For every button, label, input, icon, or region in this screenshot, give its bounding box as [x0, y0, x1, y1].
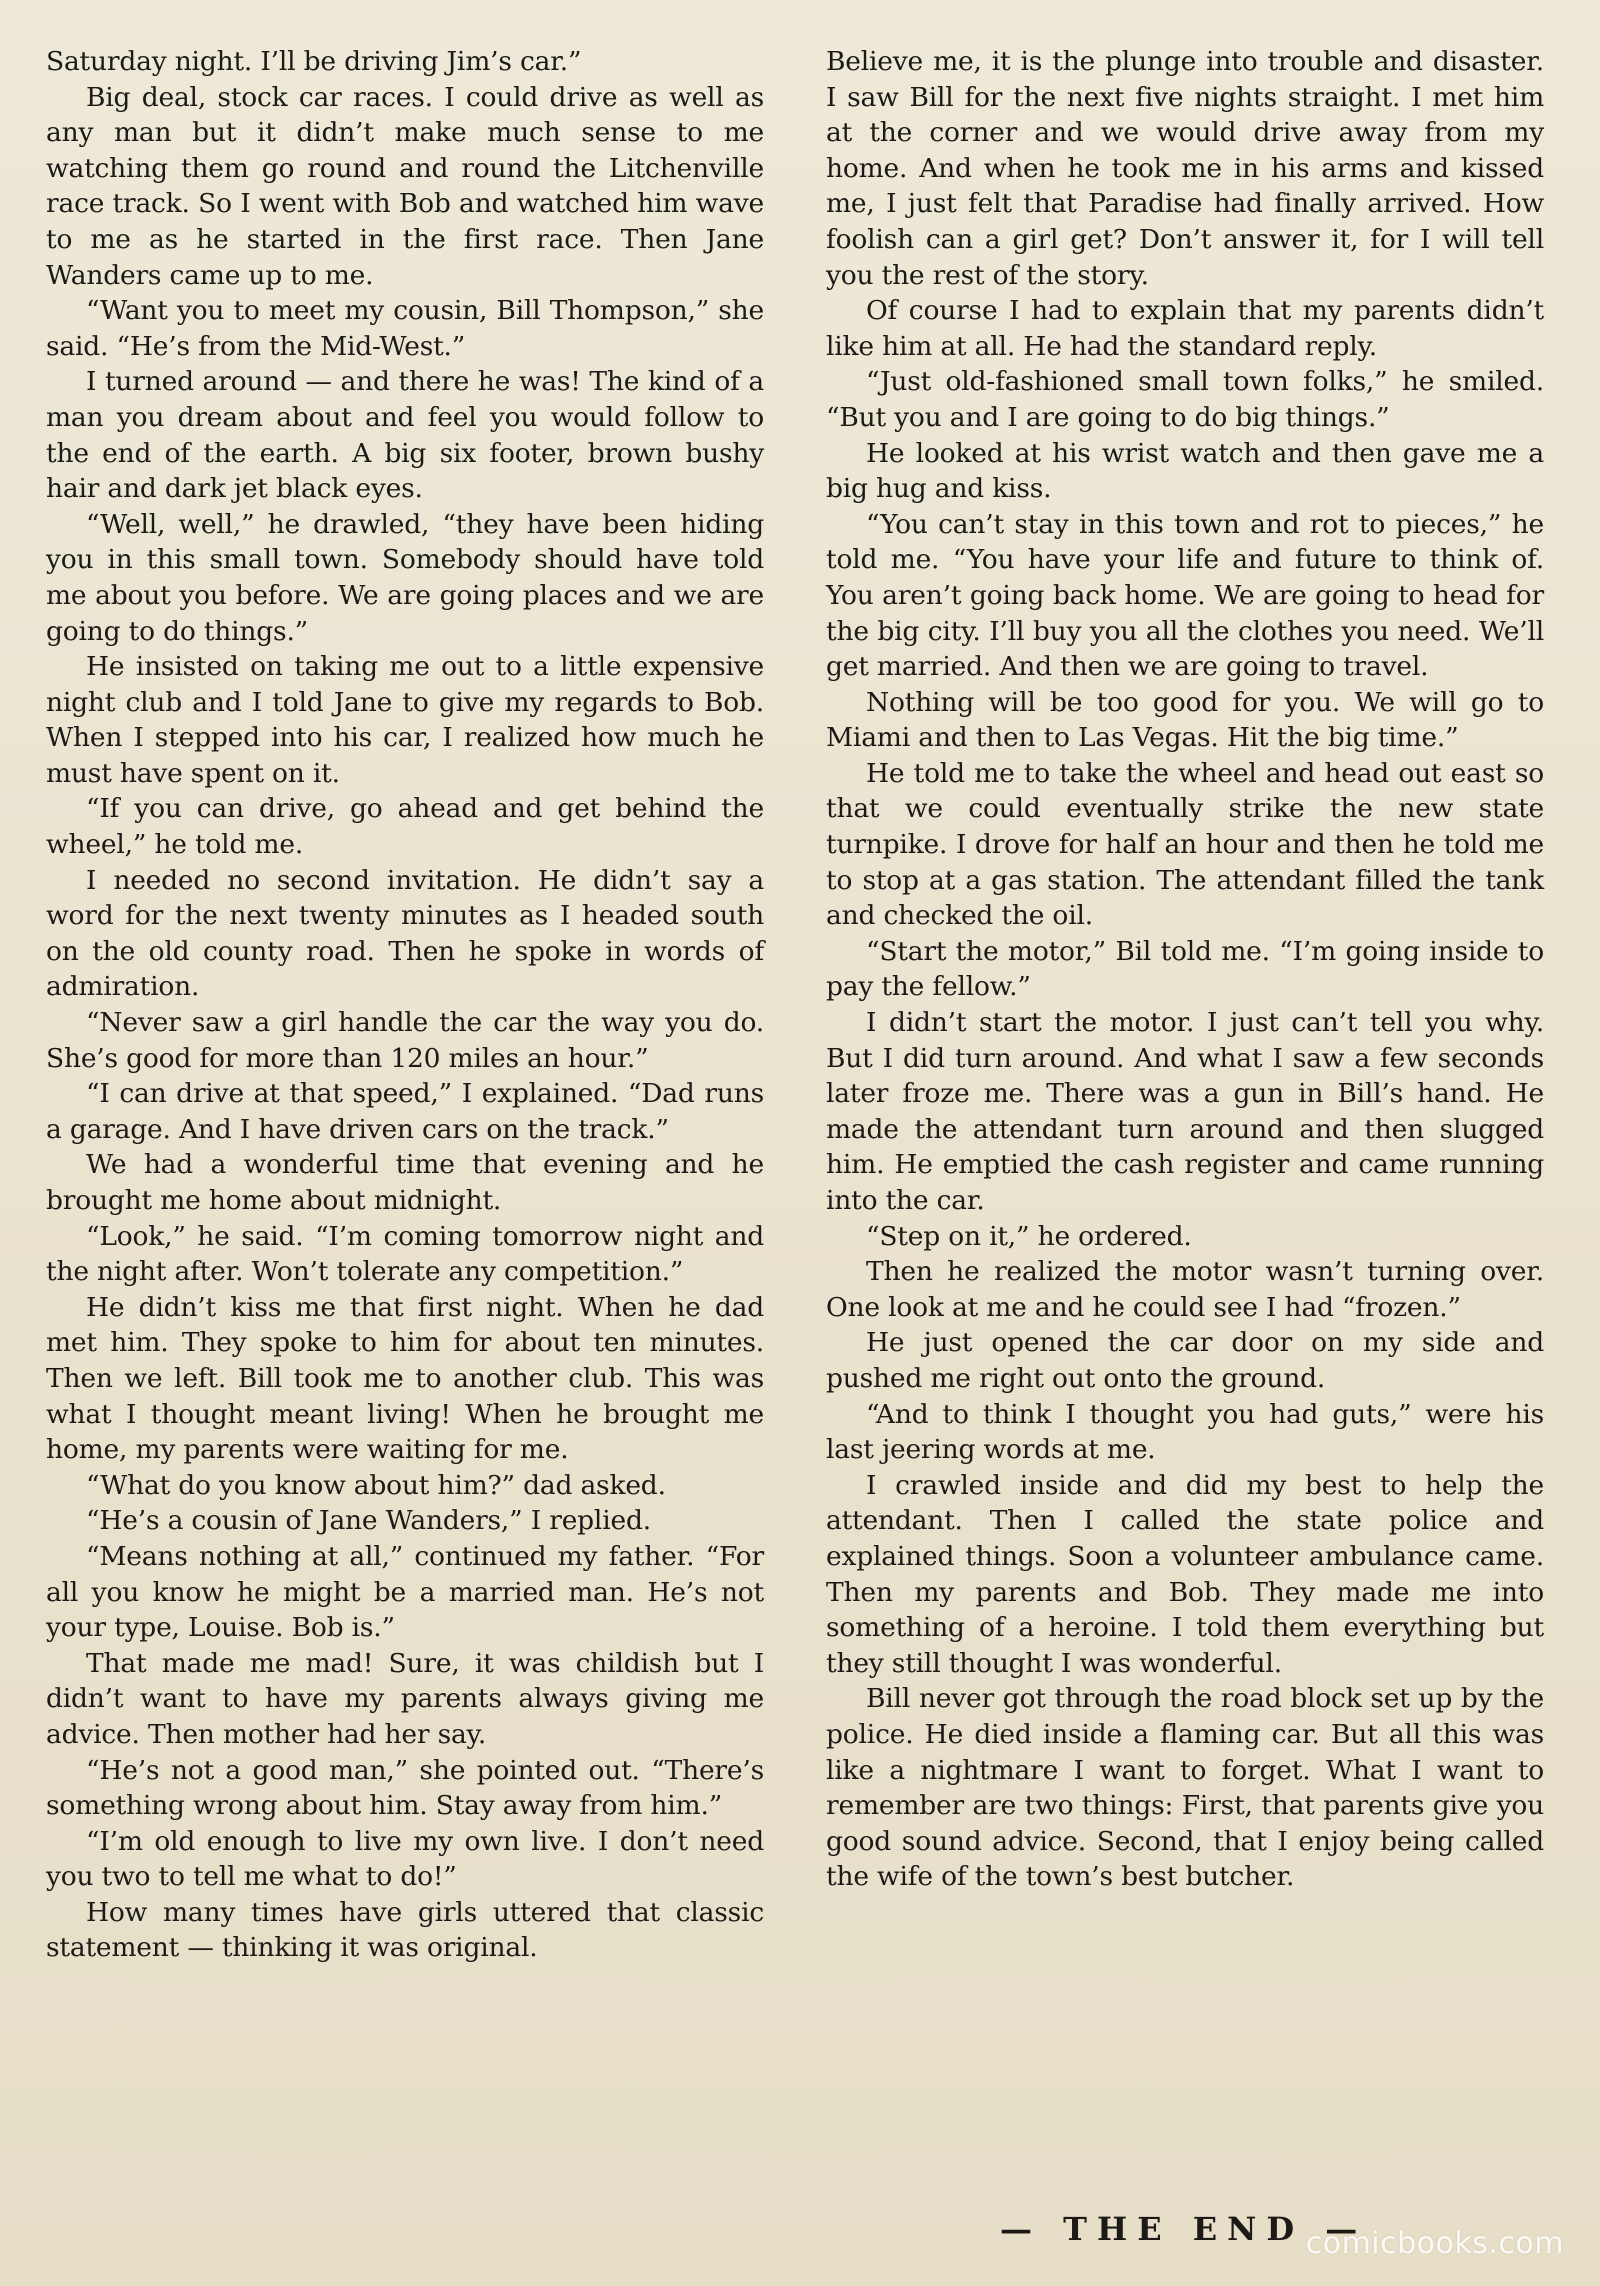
paragraph: “Step on it,” he ordered.	[866, 1220, 1192, 1252]
paragraph: “I can drive at that speed,” I explained. “Dad runs a garage. And I have driven cars on the track.”	[46, 1078, 764, 1145]
paragraph: Of course I had to explain that my parents didn’t like him at all. He had the standard reply.	[826, 295, 1544, 362]
paragraph: Believe me, it is the plunge into trouble and disaster. I saw Bill for the next five nights straight. I met him at the corner and we would drive away from my home. And when he took me in his arms and kissed me, I just felt that Paradise had finally arrived. How foolish can a girl get? Don’t answer it, for I will tell you the rest of the story.	[826, 46, 1544, 291]
paragraph: Nothing will be too good for you. We will go to Miami and then to Las Vegas. Hit the big time.”	[826, 686, 1544, 754]
paragraph: He told me to take the wheel and head out east so that we could eventually strike the new state turnpike. I drove for half an hour and then he told me to stop at a gas station. The attendant filled the tank and checked the oil.	[826, 757, 1544, 932]
paragraph: Saturday night. I’ll be driving Jim’s car.”	[46, 46, 582, 77]
paragraph: “Start the motor,” Bil told me. “I’m going inside to pay the fellow.”	[826, 935, 1544, 1003]
paragraph: I crawled inside and did my best to help the attendant. Then I called the state police and explained things. Soon a volunteer ambulance came. Then my parents and Bob. They made me into something of a heroine. I told them everything but they still thought I was wonderful.	[826, 1469, 1544, 1679]
paragraph: How many times have girls uttered that classic statement — thinking it was original.	[46, 1896, 764, 1964]
paragraph: He just opened the car door on my side and pushed me right out onto the ground.	[826, 1327, 1544, 1394]
paragraph: “Never saw a girl handle the car the way you do. She’s good for more than 120 miles an hour.”	[46, 1007, 764, 1074]
paragraph: “Just old-fashioned small town folks,” he smiled. “But you and I are going to do big things.”	[826, 366, 1544, 433]
paragraph: He looked at his wrist watch and then gave me a big hug and kiss.	[826, 437, 1544, 505]
paragraph: “He’s a cousin of Jane Wanders,” I replied.	[86, 1505, 651, 1537]
paragraph: I didn’t start the motor. I just can’t tell you why. But I did turn around. And what I saw a few seconds later froze me. There was a gun in Bill’s hand. He made the attendant turn around and then slugged him. He emptied the cash register and came running into the car.	[826, 1007, 1544, 1216]
paragraph: He didn’t kiss me that first night. When he dad met him. They spoke to him for about ten minutes. Then we left. Bill took me to another club. This was what I thought meant living! When he brought me home, my parents were waiting for me.	[46, 1291, 764, 1466]
paragraph: “You can’t stay in this town and rot to pieces,” he told me. “You have your life and future to think of. You aren’t going back home. We are going to head for the big city. I’ll buy you all the clothes you need. We’ll get married. And then we are going to travel.	[826, 508, 1544, 683]
paragraph: “I’m old enough to live my own live. I don’t need you two to tell me what to do!”	[46, 1825, 764, 1893]
paragraph: He insisted on taking me out to a little expensive night club and I told Jane to give my regards to Bob. When I stepped into his car, I realized how much he must have spent on it.	[46, 651, 764, 789]
paragraph: Big deal, stock car races. I could drive as well as any man but it didn’t make much sense to me watching them go round and round the Litchenville race track. So I went with Bob and watched him wave to me as he started in the first race. Then Jane Wanders came up to me.	[46, 81, 764, 291]
text-column-left	[46, 44, 764, 1966]
paragraph: “Want you to meet my cousin, Bill Thompson,” she said. “He’s from the Mid-West.”	[46, 295, 764, 362]
site-watermark: comicbooks.com	[1305, 2226, 1564, 2261]
paragraph: “What do you know about him?” dad asked.	[86, 1469, 666, 1501]
paragraph: I needed no second invitation. He didn’t say a word for the next twenty minutes as I headed south on the old county road. Then he spoke in words of admiration.	[46, 864, 764, 1003]
the-end-mark: — THE END —	[1000, 2210, 1368, 2248]
paragraph: Bill never got through the road block set up by the police. He died inside a flaming car. But all this was like a nightmare I want to forget. What I want to remember are two things: First, that parents give you good sound advice. Second, that I enjoy being called the wife of the town’s best butcher.	[826, 1683, 1544, 1893]
paragraph: That made me mad! Sure, it was childish but I didn’t want to have my parents always giving me advice. Then mother had her say.	[46, 1647, 764, 1750]
paragraph: I turned around — and there he was! The kind of a man you dream about and feel you would follow to the end of the earth. A big six footer, brown bushy hair and dark jet black eyes.	[46, 366, 764, 505]
paragraph: Then he realized the motor wasn’t turning over. One look at me and he could see I had “frozen.”	[826, 1256, 1544, 1323]
text-column-right	[826, 44, 1544, 1895]
paragraph: “And to think I thought you had guts,” were his last jeering words at me.	[826, 1398, 1544, 1466]
paragraph: “If you can drive, go ahead and get behind the wheel,” he told me.	[46, 793, 764, 861]
paragraph: “He’s not a good man,” she pointed out. “There’s something wrong about him. Stay away from him.”	[46, 1754, 764, 1822]
paragraph: We had a wonderful time that evening and he brought me home about midnight.	[46, 1149, 764, 1216]
paragraph: “Means nothing at all,” continued my father. “For all you know he might be a married man. He’s not your type, Louise. Bob is.”	[46, 1540, 764, 1644]
paragraph: “Look,” he said. “I’m coming tomorrow night and the night after. Won’t tolerate any competition.”	[46, 1220, 764, 1288]
paragraph: “Well, well,” he drawled, “they have been hiding you in this small town. Somebody should have told me about you before. We are going places and we are going to do things.”	[46, 508, 764, 647]
